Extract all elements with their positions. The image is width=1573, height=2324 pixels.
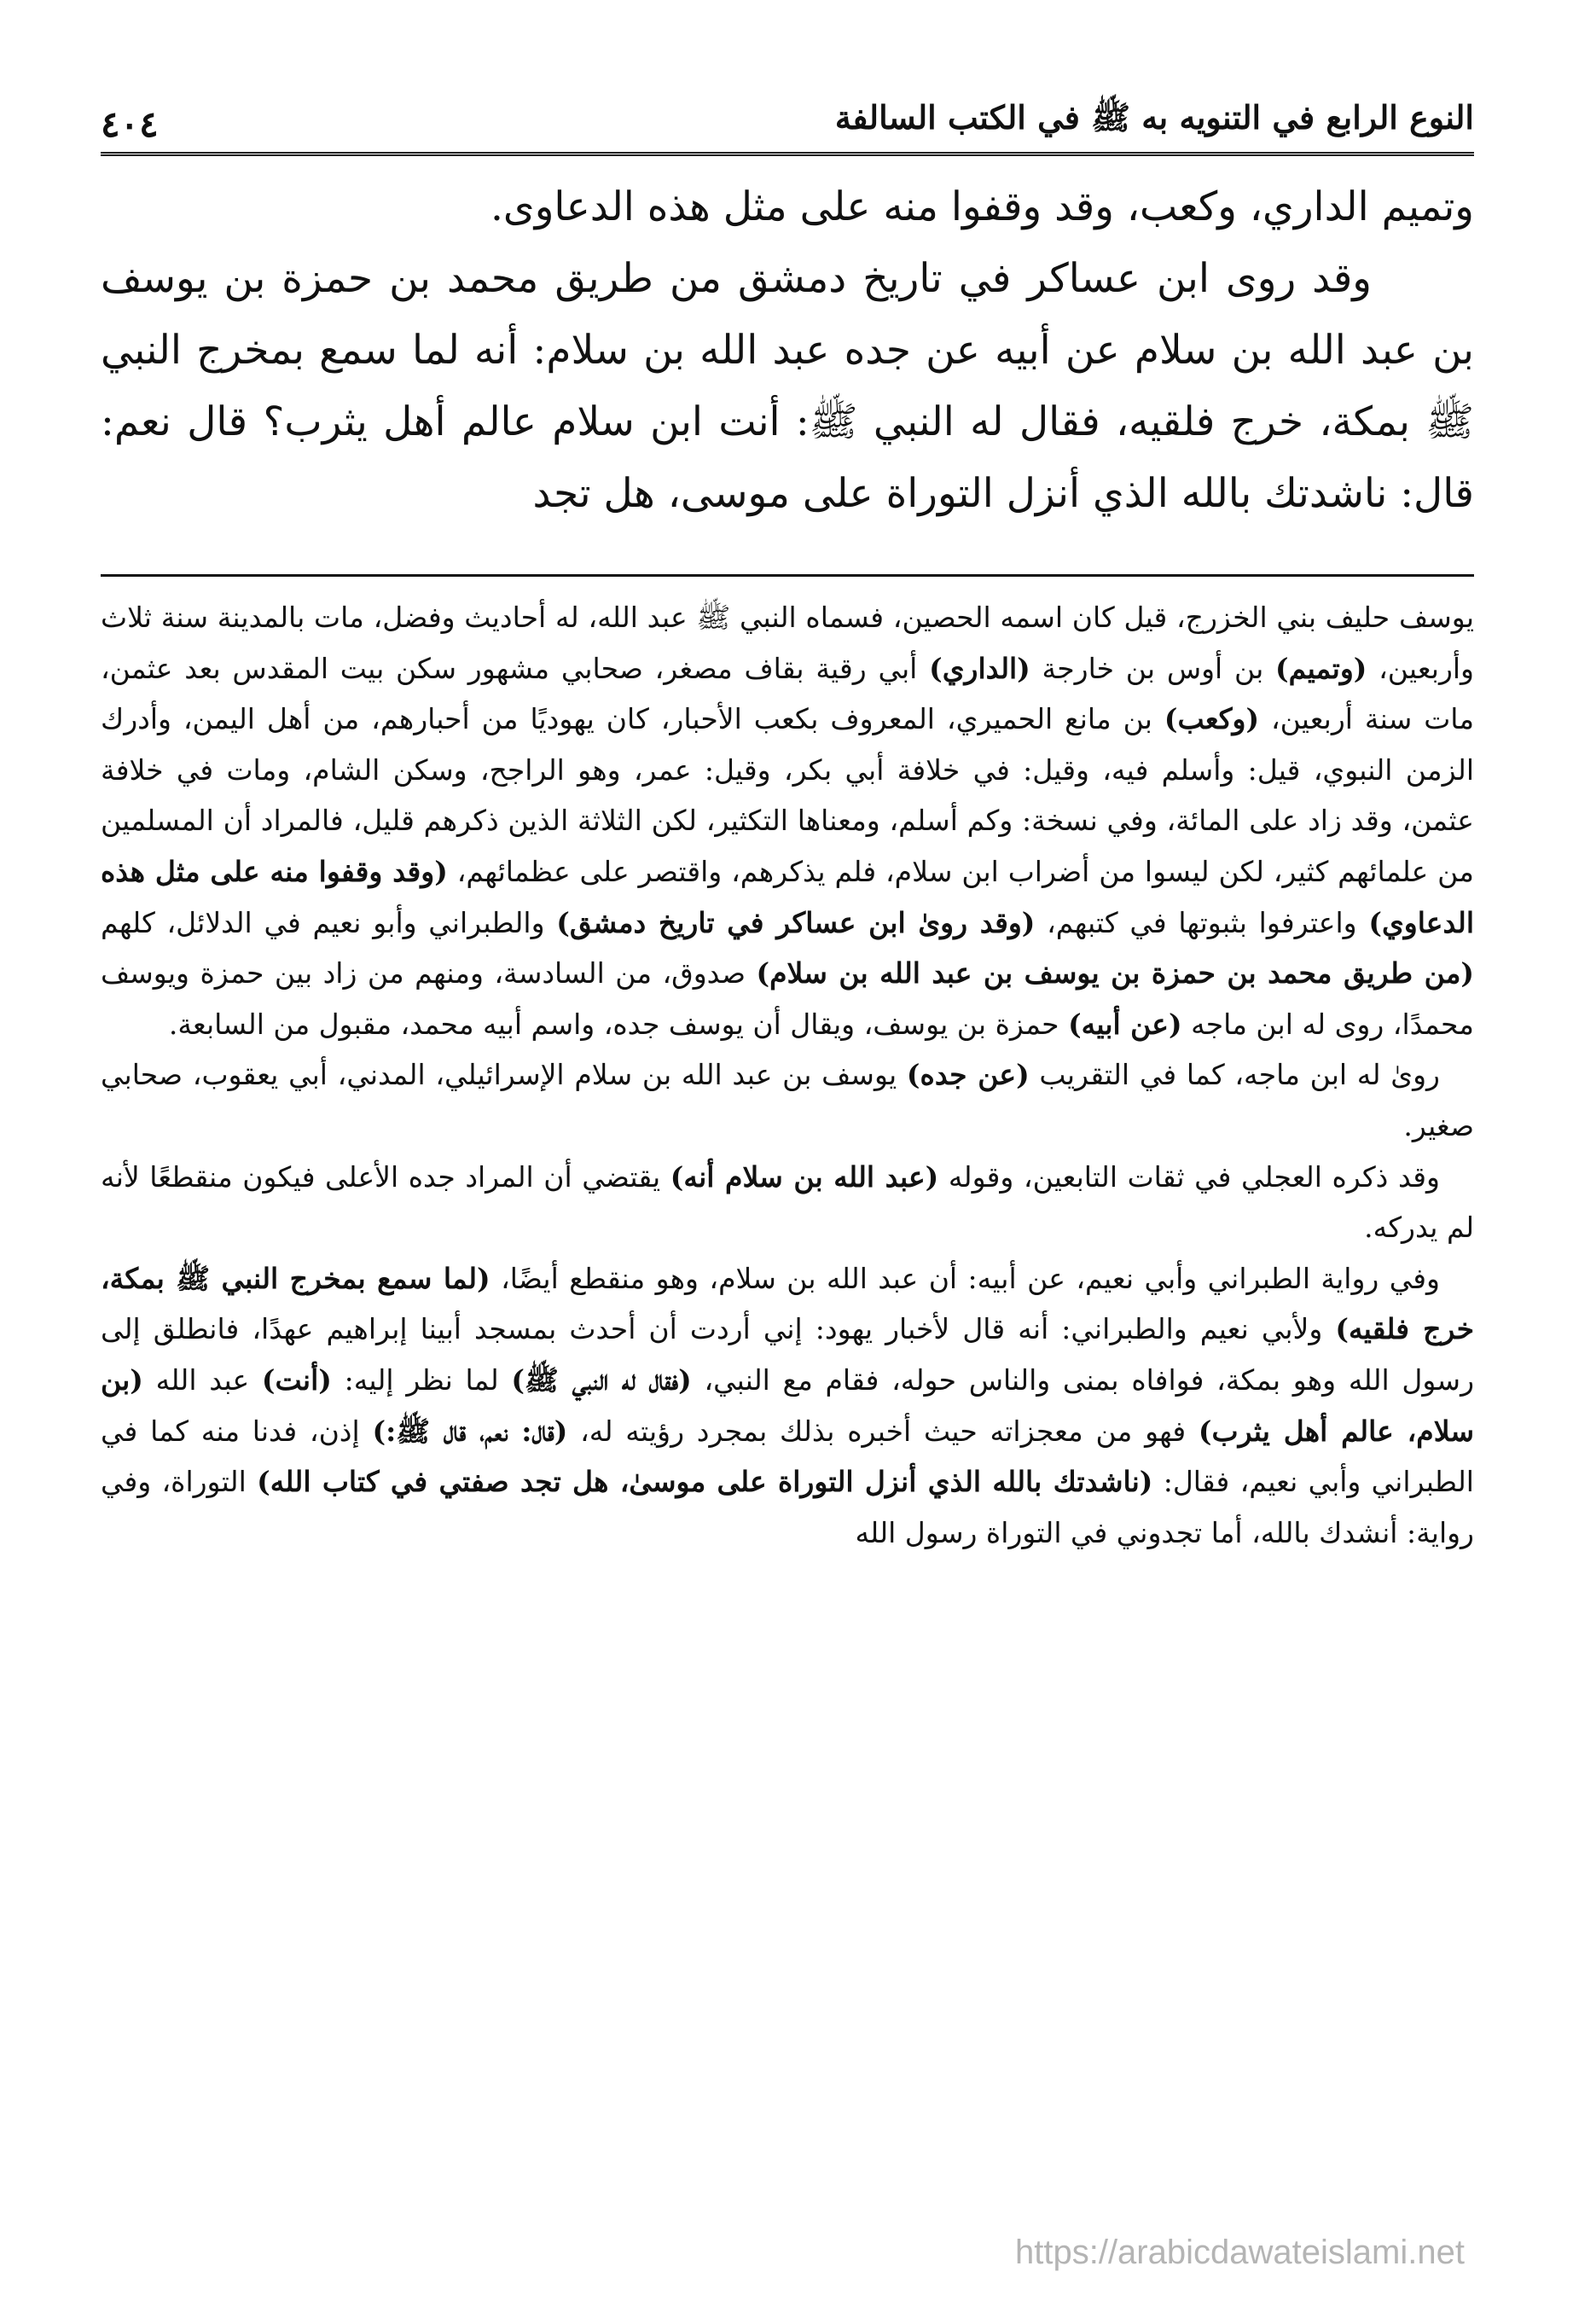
footnote-quote: (فقال له النبي ﷺ) — [511, 1362, 692, 1397]
running-title: النوع الرابع في التنويه به ﷺ في الكتب السالفة — [834, 98, 1474, 137]
footnote-divider — [101, 574, 1474, 577]
page-header — [101, 78, 1474, 145]
footnote-quote: (أنت) — [261, 1362, 332, 1397]
footnote-paragraph-3: وقد ذكره العجلي في ثقات التابعين، وقوله (عبد الله بن سلام أنه) يقتضي أن المراد جده الأعلى فيكون منقطعًا لأنه لم يدركه. — [101, 1159, 1474, 1245]
footnote-quote: (عن أبيه) — [1068, 1007, 1182, 1041]
footnote-quote: (ناشدتك بالله الذي أنزل التوراة على موسىٰ، هل تجد صفتي في كتاب الله) — [257, 1465, 1153, 1499]
footnote-quote: (وقد وقفوا منه على مثل هذه الدعاوي) — [101, 854, 1475, 939]
footnote-quote: (بن سلام، عالم أهل يثرب) — [101, 1362, 1475, 1448]
footnote-paragraph-1: يوسف حليف بني الخزرج، قيل كان اسمه الحصين، فسماه النبي ﷺ عبد الله، له أحاديث وفضل، مات بالمدينة سنة ثلاث وأربعين، (وتميم) بن أوس بن خارجة (الداري) أبي رقية بقاف مصغر، صحابي مشهور سكن بيت المقدس بعد عثمن، مات سنة أربعين، (وكعب) بن مانع الحميري، المعروف بكعب الأحبار، كان يهوديًا من أحبارهم، من أهل اليمن، وأدرك الزمن النبوي، قيل: وأسلم فيه، وقيل: في خلافة أبي بكر، وقيل: عمر، وهو الراجح، وسكن الشام، ومات في خلافة عثمن، وقد زاد على المائة، وفي نسخة: وكم أسلم، ومعناها التكثير، لكن الثلاثة الذين ذكرهم قليل، فالمراد أن المسلمين من علمائهم كثير، لكن ليسوا من أضراب ابن سلام، فلم يذكرهم، واقتصر على عظمائهم، (وقد وقفوا منه على مثل هذه الدعاوي) واعترفوا بثبوتها في كتبهم، (وقد روىٰ ابن عساكر في تاريخ دمشق) والطبراني وأبو نعيم في الدلائل، كلهم (من طريق محمد بن حمزة بن يوسف بن عبد الله بن سلام) صدوق، من السادسة، ومنهم من زاد بين حمزة ويوسف محمدًا، روى له ابن ماجه (عن أبيه) حمزة بن يوسف، ويقال أن يوسف جده، واسم أبيه محمد، مقبول من السابعة. — [101, 601, 1475, 1041]
document-page — [101, 78, 1474, 2297]
footnote-quote: (من طريق محمد بن حمزة بن يوسف بن عبد الله بن سلام) — [756, 956, 1474, 991]
footnote-quote: (عن جده) — [906, 1058, 1030, 1092]
page-number: ٤٠٤ — [101, 103, 159, 145]
main-paragraph-2: وقد روى ابن عساكر في تاريخ دمشق من طريق محمد بن حمزة بن يوسف بن عبد الله بن سلام عن أبيه عن جده عبد الله بن سلام: أنه لما سمع بمخرج النبي ﷺ بمكة، خرج فلقيه، فقال له النبي ﷺ: أنت ابن سلام عالم أهل يثرب؟ قال نعم: قال: ناشدتك بالله الذي أنزل التوراة على موسى، هل تجد — [101, 255, 1474, 517]
footnote-quote: (عبد الله بن سلام أنه) — [670, 1159, 939, 1194]
watermark-url: https://arabicdawateislami.net — [1015, 2234, 1465, 2271]
header-divider — [101, 152, 1474, 156]
footnote-quote: (لما سمع بمخرج النبي ﷺ بمكة، خرج فلقيه) — [101, 1261, 1474, 1346]
footnotes-section — [101, 592, 1474, 1558]
footnote-quote: (وقد روىٰ ابن عساكر في تاريخ دمشق) — [556, 905, 1036, 939]
footnote-quote: (الداري) — [929, 651, 1030, 685]
footnote-quote: (قال: نعم، قال ﷺ:) — [372, 1414, 568, 1448]
footnote-quote: (وتميم) — [1275, 651, 1367, 685]
footnote-quote: (وكعب) — [1164, 702, 1260, 736]
main-text — [101, 171, 1474, 530]
footnote-paragraph-4: وفي رواية الطبراني وأبي نعيم، عن أبيه: أن عبد الله بن سلام، وهو منقطع أيضًا، (لما سمع بمخرج النبي ﷺ بمكة، خرج فلقيه) ولأبي نعيم والطبراني: أنه قال لأخبار يهود: إني أردت أن أحدث بمسجد أبينا إبراهيم عهدًا، فانطلق إلى رسول الله وهو بمكة، فوافاه بمنى والناس حوله، فقام مع النبي، (فقال له النبي ﷺ) لما نظر إليه: (أنت) عبد الله (بن سلام، عالم أهل يثرب) فهو من معجزاته حيث أخبره بذلك بمجرد رؤيته له، (قال: نعم، قال ﷺ:) إذن، فدنا منه كما في الطبراني وأبي نعيم، فقال: (ناشدتك بالله الذي أنزل التوراة على موسىٰ، هل تجد صفتي في كتاب الله) التوراة، وفي رواية: أنشدك بالله، أما تجدوني في التوراة رسول الله — [101, 1261, 1475, 1549]
footnote-paragraph-2: روىٰ له ابن ماجه، كما في التقريب (عن جده) يوسف بن عبد الله بن سلام الإسرائيلي، المدني، أبي يعقوب، صحابي صغير. — [101, 1058, 1474, 1142]
main-paragraph-1: وتميم الداري، وكعب، وقد وقفوا منه على مثل هذه الدعاوى. — [490, 183, 1474, 230]
